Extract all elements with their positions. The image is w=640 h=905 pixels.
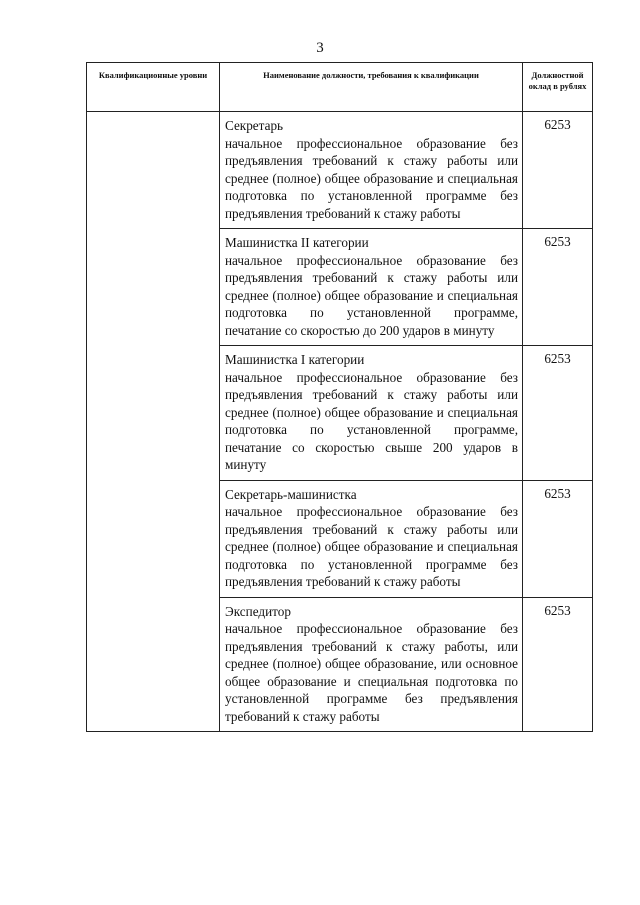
position-requirements: начальное профессиональное образование без предъявления требований к стажу работы или среднее (полное) общее образование и специальная подготовка по установленной программе без предъявления требований к стажу работы — [225, 504, 518, 589]
table-row — [87, 112, 593, 229]
position-cell — [220, 597, 523, 732]
position-title: Машинистка II категории — [225, 235, 369, 250]
header-salary: Должностной оклад в рублях — [523, 63, 593, 112]
salary-cell: 6253 — [523, 480, 593, 597]
position-requirements: начальное профессиональное образование без предъявления требований к стажу работы или среднее (полное) общее образование и специальная подготовка по установленной программе, печатание со скоростью до 200 ударов в минуту — [225, 252, 518, 338]
position-cell — [220, 112, 523, 229]
salary-cell: 6253 — [523, 346, 593, 481]
header-position: Наименование должности, требования к квалификации — [220, 63, 523, 112]
position-cell — [220, 346, 523, 481]
qualification-table — [86, 62, 593, 732]
header-level: Квалификационные уровни — [87, 63, 220, 112]
position-title: Машинистка I категории — [225, 352, 365, 367]
page-number: 3 — [316, 40, 324, 56]
position-requirements: начальное профессиональное образование без предъявления требований к стажу работы, или среднее (полное) общее образование, или основное общее образование и специальная подготовка по установленной программе без предъявления требований к стажу работы — [225, 621, 518, 724]
position-title: Экспедитор — [225, 603, 291, 619]
salary-cell: 6253 — [523, 229, 593, 346]
salary-cell: 6253 — [523, 112, 593, 229]
salary-cell: 6253 — [523, 597, 593, 732]
position-cell — [220, 480, 523, 597]
position-requirements: начальное профессиональное образование без предъявления требований к стажу работы или среднее (полное) общее образование и специальная подготовка по установленной программе без предъявления требований к стажу работы — [225, 135, 518, 221]
position-requirements: начальное профессиональное образование без предъявления требований к стажу работы или среднее (полное) общее образование и специальная подготовка по установленной программе, печатание со скоростью свыше 200 ударов в минуту — [225, 369, 518, 472]
level-cell — [87, 112, 220, 732]
position-cell — [220, 229, 523, 346]
table-header-row — [87, 63, 593, 112]
position-title: Секретарь-машинистка — [225, 486, 357, 502]
position-title: Секретарь — [225, 118, 284, 133]
